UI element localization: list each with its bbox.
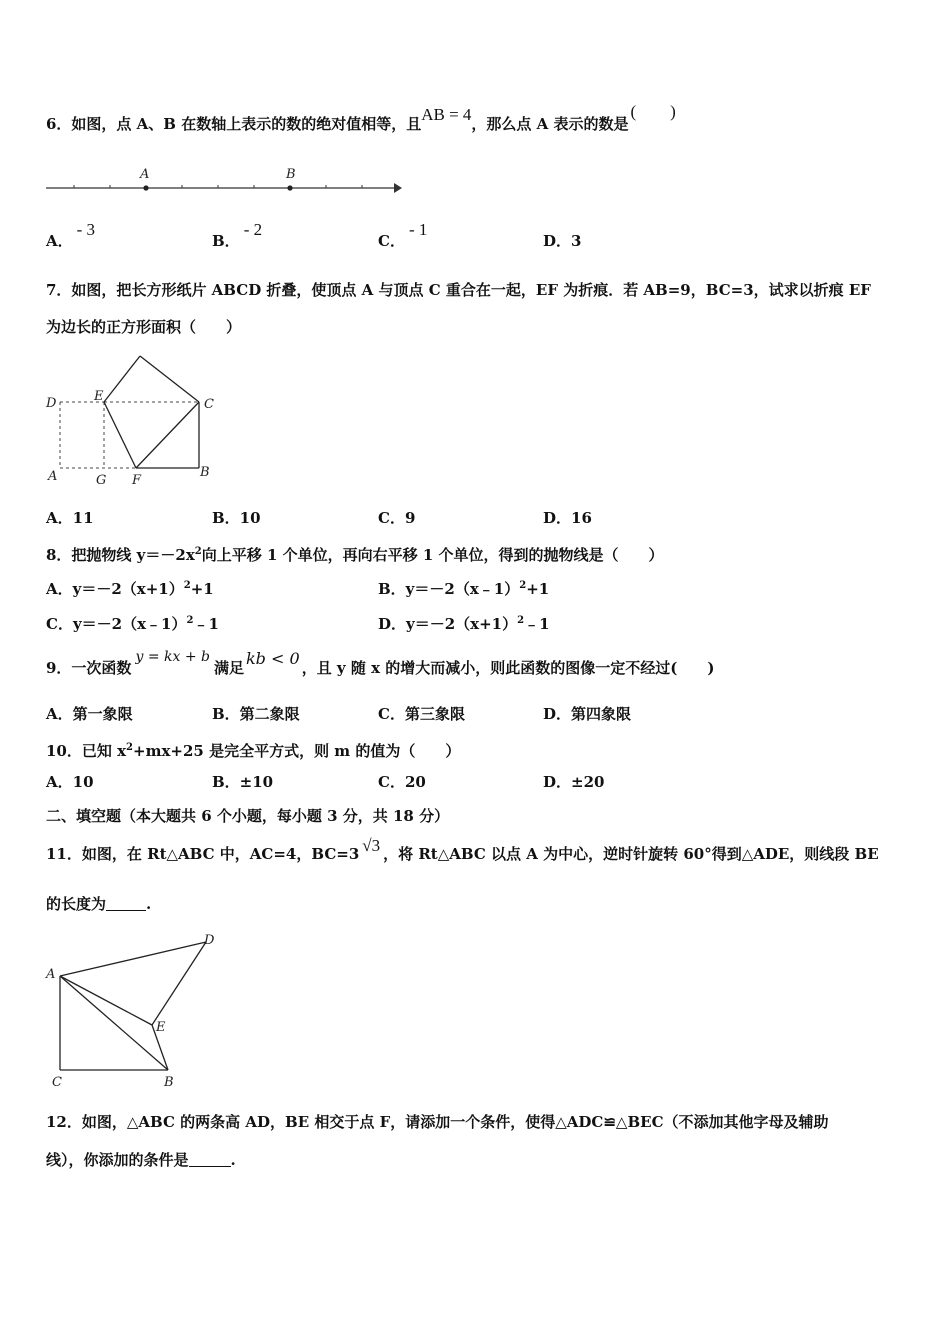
q8-option-a[interactable] [46,576,214,599]
q6-option-a[interactable] [46,220,96,251]
q9-formula-linear: y = kx + b [135,649,210,665]
label-d: D [46,396,57,411]
q12-line2-end: . [230,1151,236,1169]
q6-text-before: 6．如图，点 A、B 在数轴上表示的数的绝对值相等，且 [46,115,422,133]
label-c: C [204,397,214,412]
option-label: C． [378,232,405,250]
option-label: B． [212,232,240,250]
label-b: B [200,465,210,480]
segment-ad [60,942,206,976]
option-text: +1 [526,580,550,598]
q8-stem-sup: 2 [194,546,202,557]
section-title-fill-in: 二、填空题（本大题共 6 个小题，每小题 3 分，共 18 分） [46,807,450,825]
q6-formula: AB = 4 [421,105,472,124]
q7-option-b[interactable]: B．10 [212,509,261,527]
option-text: +1 [190,580,214,598]
q6-option-d[interactable]: D．3 [543,232,582,250]
q9-option-a[interactable]: A．第一象限 [46,705,133,723]
q12-line2-text: 线），你添加的条件是 [46,1151,189,1169]
option-label: A． [46,232,73,250]
q8-option-d[interactable] [378,611,550,634]
option-text: ﹣1 [524,615,550,633]
solid-segment [136,402,199,468]
segment-de [152,942,206,1025]
label-d: D [204,933,215,948]
q8-stem-before: 8．把抛物线 y＝－2x [46,546,195,564]
q9-stem [46,649,715,679]
q7-stem-line1: 7．如图，把长方形纸片 ABCD 折叠，使顶点 A 与顶点 C 重合在一起，EF 为折痕．若 AB=9，BC=3，试求以折痕 EF [46,281,871,299]
option-text: C．y＝－2（x﹣1） [46,615,187,633]
q9-text2: 满足 [213,659,244,677]
q11-answer-blank[interactable] [106,896,146,911]
q6-option-b[interactable] [212,220,263,251]
q7-fold-figure [44,346,224,486]
label-f: F [132,473,142,486]
option-sup: 2 [183,580,191,591]
segment-ab [60,976,168,1070]
q9-text1: 9．一次函数 [46,659,132,677]
q8-option-b[interactable] [378,576,549,599]
option-text: A．y＝－2（x+1） [46,580,184,598]
option-text: B．y＝－2（x﹣1） [378,580,520,598]
q7-option-d[interactable]: D．16 [543,509,592,527]
q9-formula-kb: kb < 0 [245,649,300,668]
segment-ae [60,976,152,1025]
q12-stem-line1: 12．如图，△ABC 的两条高 AD，BE 相交于点 F，请添加一个条件，使得△ADC≌△BEC（不添加其他字母及辅助 [46,1113,829,1131]
q11-line2-end: . [146,895,152,913]
point-a [143,185,148,190]
label-c: C [52,1075,62,1090]
solid-segment [140,356,199,402]
q6-number-line-figure [44,162,408,198]
number-line-arrow [394,183,402,193]
q11-rotation-figure [44,928,234,1090]
q9-option-c[interactable]: C．第三象限 [378,705,465,723]
q10-option-b[interactable]: B．±10 [212,773,274,791]
q12-answer-blank[interactable] [189,1152,231,1167]
q6-option-c[interactable] [378,220,428,251]
q11-before: 11．如图，在 Rt△ABC 中，AC=4，BC=3 [46,845,360,863]
label-point-a: A [140,167,150,182]
q7-option-c[interactable]: C．9 [378,509,416,527]
q10-sup: 2 [126,742,134,753]
q10-option-d[interactable]: D．±20 [543,773,605,791]
q9-option-b[interactable]: B．第二象限 [212,705,300,723]
q6-stem [46,102,676,134]
label-e: E [156,1020,166,1035]
q10-after: +mx+25 是完全平方式，则 m 的值为（ ） [133,742,461,760]
q6-paren: ( ) [630,102,676,121]
q8-option-c[interactable] [46,611,219,634]
q11-after: ，将 Rt△ABC 以点 A 为中心，逆时针旋转 60°得到△ADE，则线段 BE [383,845,879,863]
q11-stem-line1 [46,836,879,864]
q7-option-a[interactable]: A．11 [46,509,94,527]
q10-option-a[interactable]: A．10 [46,773,94,791]
label-e: E [94,389,104,404]
q10-before: 10．已知 x [46,742,127,760]
option-text: ﹣1 [193,615,219,633]
q9-option-d[interactable]: D．第四象限 [543,705,632,723]
label-a: A [46,967,56,982]
option-sup: 2 [519,580,527,591]
q9-text3: ，且 y 随 x 的增大而减小，则此函数的图像一定不经过( ) [301,659,715,677]
q11-sqrt: √3 [362,836,381,855]
q12-stem-line2 [46,1150,236,1170]
label-point-b: B [286,167,296,182]
option-text: D．y＝－2（x+1） [378,615,518,633]
solid-segment [104,356,140,402]
q11-line2-text: 的长度为 [46,895,107,913]
option-value: - 1 [408,220,428,239]
label-a: A [48,469,58,484]
option-value: - 2 [243,220,263,239]
solid-segment [104,402,136,468]
q7-stem-line2: 为边长的正方形面积（ ） [46,318,242,336]
q8-stem [46,542,664,565]
q6-text-after: ，那么点 A 表示的数是 [471,115,629,133]
option-sup: 2 [186,615,194,626]
q10-option-c[interactable]: C．20 [378,773,426,791]
option-sup: 2 [517,615,525,626]
q11-stem-line2 [46,894,151,914]
q10-stem [46,738,460,761]
q8-stem-after: 向上平移 1 个单位，再向右平移 1 个单位，得到的抛物线是（ ） [201,546,664,564]
point-b [287,185,292,190]
label-b: B [164,1075,174,1090]
option-value: - 3 [76,220,96,239]
label-g: G [96,473,107,486]
